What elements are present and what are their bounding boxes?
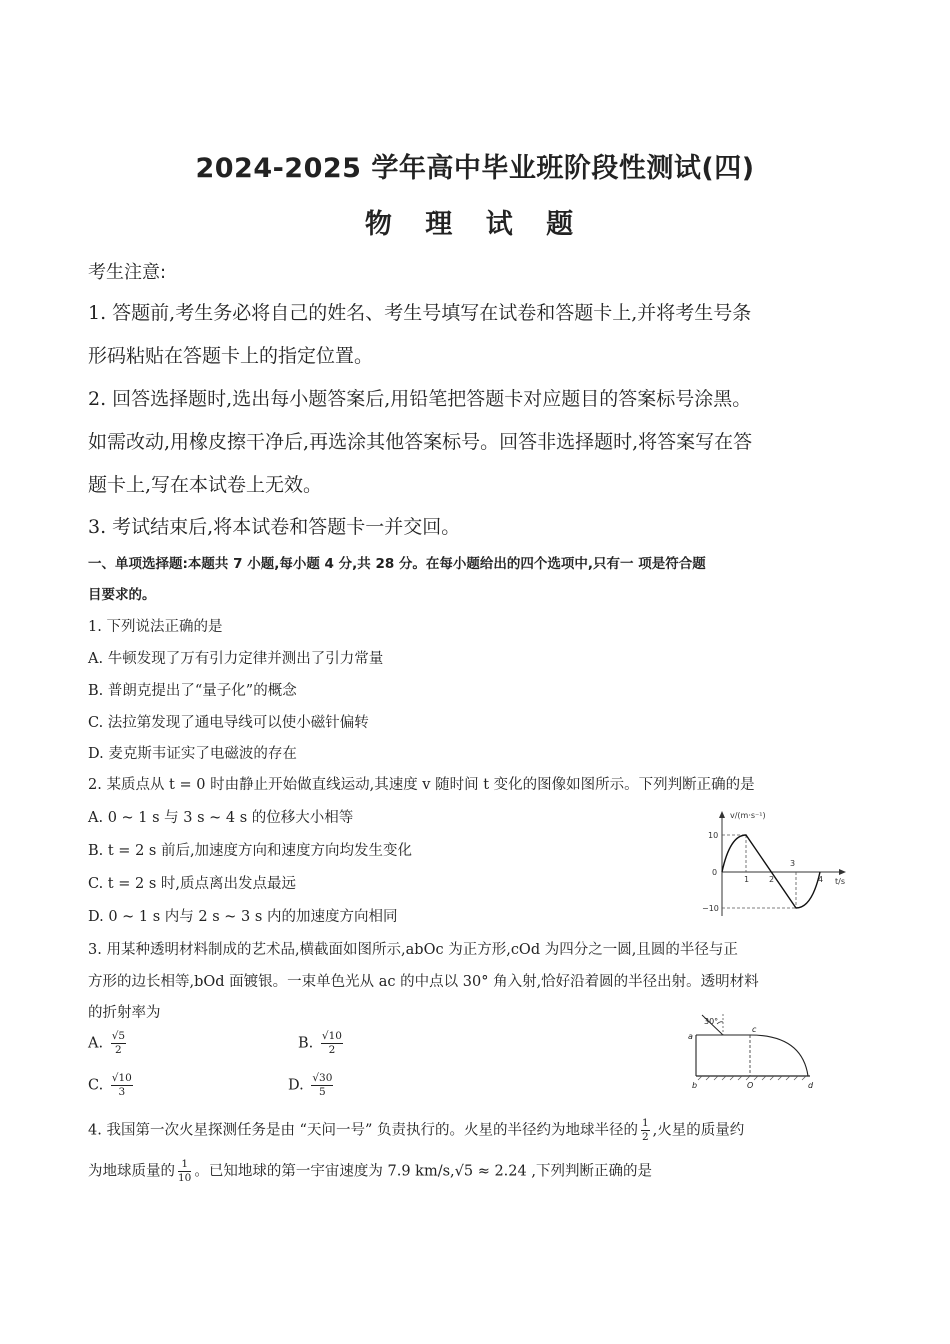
- q3-option-d: [288, 1072, 336, 1099]
- graph-origin: 0: [712, 868, 718, 877]
- fraction-numerator: √30: [312, 1072, 333, 1084]
- graph-ytick-bottom: −10: [702, 904, 719, 913]
- q3-stem-line2: 方形的边长相等,bOd 面镀银。一束单色光从 ac 的中点以 30° 角入射,恰好沿着圆的半径出射。透明材料: [88, 974, 759, 990]
- q1-option-c: C. 法拉第发现了通电导线可以使小磁针偏转: [88, 715, 369, 731]
- q3-option-b: [298, 1030, 346, 1057]
- fraction-denominator: 3: [118, 1086, 126, 1098]
- q3-stem-line1: 3. 用某种透明材料制成的艺术品,横截面如图所示,abOc 为正方形,cOd 为四分之一圆,且圆的半径与正: [88, 942, 738, 958]
- graph-ytick-top: 10: [708, 831, 719, 840]
- q3-option-a-fraction: [111, 1030, 126, 1057]
- notice-line: 如需改动,用橡皮擦干净后,再选涂其他答案标号。回答非选择题时,将答案写在答: [88, 431, 753, 453]
- q3-option-c: [88, 1072, 136, 1099]
- q2-stem: 2. 某质点从 t = 0 时由静止开始做直线运动,其速度 v 随时间 t 变化的图像如图所示。下列判断正确的是: [88, 777, 755, 793]
- notice-line: 2. 回答选择题时,选出每小题答案后,用铅笔把答题卡对应题目的答案标号涂黑。: [88, 388, 752, 410]
- label-O: O: [747, 1081, 754, 1090]
- notice-line: 题卡上,写在本试卷上无效。: [88, 474, 323, 496]
- notice-line: 1. 答题前,考生务必将自己的姓名、考生号填写在试卷和答题卡上,并将考生号条: [88, 302, 752, 324]
- q4-fraction-radius: [641, 1117, 650, 1144]
- q3-option-a-label: A.: [88, 1035, 104, 1052]
- fraction-numerator: √10: [321, 1030, 342, 1042]
- q3-option-b-fraction: [321, 1030, 343, 1057]
- q4-line2: [88, 1158, 652, 1185]
- q3-option-c-fraction: [111, 1072, 133, 1099]
- fraction-denominator: 2: [328, 1044, 336, 1056]
- graph-xtick-1: 1: [744, 875, 750, 884]
- fraction-numerator: √10: [111, 1072, 132, 1084]
- fraction-numerator: √5: [111, 1030, 126, 1042]
- graph-xlabel: t/s: [835, 877, 845, 886]
- graph-xtick-3: 3: [790, 859, 796, 868]
- q3-stem-line3: 的折射率为: [88, 1005, 161, 1021]
- fraction-denominator: 5: [319, 1086, 326, 1098]
- section-heading-cont: 目要求的。: [88, 587, 156, 603]
- q3-option-d-label: D.: [288, 1077, 304, 1094]
- q3-option-a: [88, 1030, 129, 1057]
- section-heading: 一、单项选择题:本题共 7 小题,每小题 4 分,共 28 分。在每小题给出的四个选项中,只有一 项是符合题: [88, 556, 706, 572]
- fraction-numerator: 1: [178, 1158, 191, 1172]
- graph-ylabel: v/(m·s⁻¹): [730, 811, 766, 820]
- q4-line1-tail: ,火星的质量约: [652, 1122, 745, 1139]
- q4-line1: [88, 1117, 744, 1144]
- fraction-denominator: 2: [641, 1131, 649, 1143]
- q4-line1-text: 4. 我国第一次火星探测任务是由 “天问一号” 负责执行的。火星的半径约为地球半径的: [88, 1122, 638, 1139]
- q1-option-b: B. 普朗克提出了“量子化”的概念: [88, 683, 297, 699]
- q2-vt-graph: [700, 808, 850, 920]
- subject-title: 物 理 试 题: [364, 209, 586, 240]
- label-d: d: [808, 1081, 814, 1090]
- fraction-denominator: 2: [115, 1044, 122, 1056]
- label-b: b: [692, 1081, 698, 1090]
- q2-option-b: B. t = 2 s 前后,加速度方向和速度方向均发生变化: [88, 843, 413, 859]
- q2-option-a: A. 0 ~ 1 s 与 3 s ~ 4 s 的位移大小相等: [88, 810, 354, 826]
- q4-fraction-mass: [178, 1158, 191, 1185]
- q3-option-c-label: C.: [88, 1077, 104, 1094]
- angle-label: 30°: [704, 1017, 719, 1026]
- q1-option-a: A. 牛顿发现了万有引力定律并测出了引力常量: [88, 651, 384, 667]
- notice-line: 3. 考试结束后,将本试卷和答题卡一并交回。: [88, 516, 461, 538]
- fraction-numerator: 1: [641, 1117, 649, 1129]
- q1-option-d: D. 麦克斯韦证实了电磁波的存在: [88, 746, 297, 762]
- label-c: c: [752, 1025, 757, 1034]
- notice-heading: 考生注意:: [88, 262, 167, 283]
- quarter-circle-cd: [750, 1035, 808, 1076]
- label-a: a: [688, 1032, 693, 1041]
- q2-option-d: D. 0 ~ 1 s 内与 2 s ~ 3 s 内的加速度方向相同: [88, 909, 398, 925]
- fraction-denominator: 10: [178, 1172, 192, 1184]
- graph-y-arrow: [719, 811, 725, 818]
- graph-xtick-2: 2: [769, 875, 775, 884]
- notice-line: 形码粘贴在答题卡上的指定位置。: [88, 345, 374, 367]
- q1-stem: 1. 下列说法正确的是: [88, 619, 223, 635]
- exam-title: 2024-2025 学年高中毕业班阶段性测试(四): [195, 153, 755, 184]
- q2-option-c: C. t = 2 s 时,质点离出发点最远: [88, 876, 296, 892]
- graph-xtick-4: 4: [818, 875, 824, 884]
- q3-optics-figure: [680, 1010, 845, 1090]
- q4-line2-tail: 。已知地球的第一宇宙速度为 7.9 km/s,√5 ≈ 2.24 ,下列判断正确的是: [194, 1163, 652, 1180]
- q3-option-d-fraction: [311, 1072, 333, 1099]
- graph-x-arrow: [839, 869, 846, 875]
- q4-line2-text: 为地球质量的: [88, 1163, 175, 1180]
- q3-option-b-label: B.: [298, 1035, 314, 1052]
